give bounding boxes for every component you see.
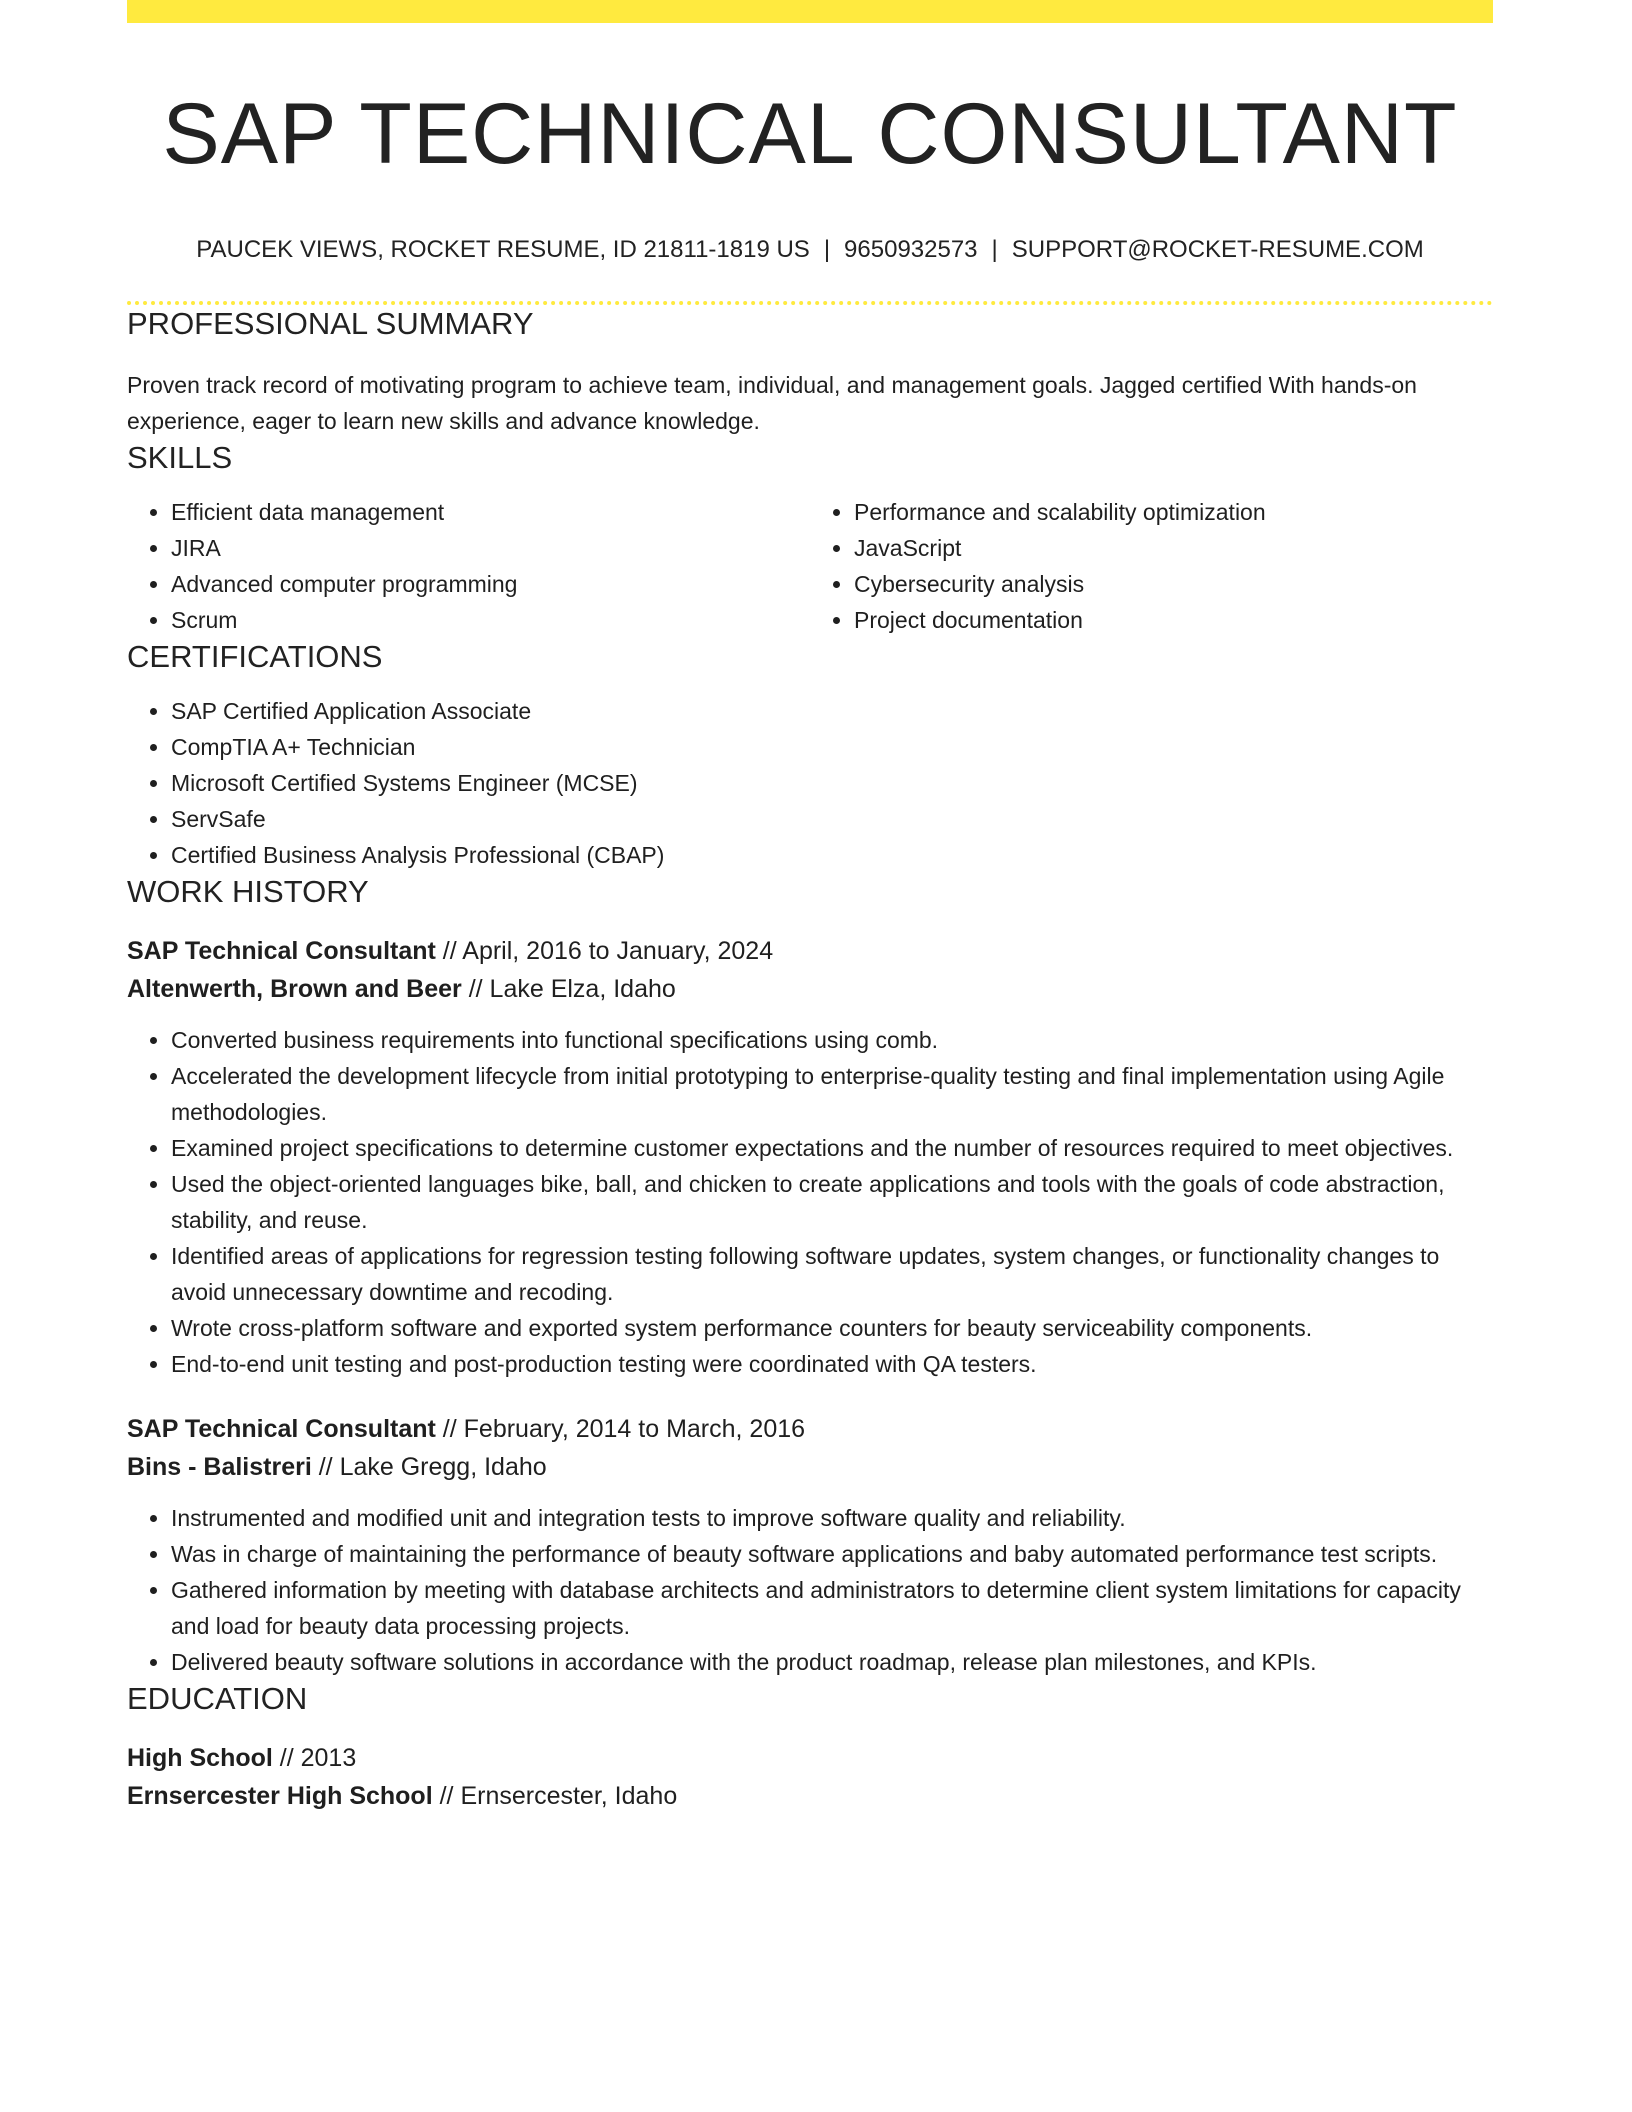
list-item: • Wrote cross-platform software and exported system performance counters for beauty serviceability components. <box>171 1310 1493 1346</box>
job-1-header <box>127 932 1493 1008</box>
education-location: // Ernsercester, Idaho <box>432 1782 678 1811</box>
education-year: // 2013 <box>272 1744 357 1773</box>
resume-title: SAP TECHNICAL CONSULTANT <box>162 86 1458 182</box>
address: PAUCEK VIEWS, ROCKET RESUME, ID 21811-1819 US <box>196 236 810 264</box>
list-item: • Was in charge of maintaining the performance of beauty software applications and baby automated performance test scripts. <box>171 1536 1493 1572</box>
certifications-list <box>127 693 1493 873</box>
section-title-education: EDUCATION <box>127 1681 308 1717</box>
list-item: • Performance and scalability optimization <box>854 494 1493 530</box>
list-item: • ServSafe <box>171 801 1493 837</box>
list-item: • Scrum <box>171 602 810 638</box>
list-item: • Project documentation <box>854 602 1493 638</box>
phone: 9650932573 <box>844 236 978 264</box>
contact-line <box>127 234 1493 265</box>
list-item: • Efficient data management <box>171 494 810 530</box>
job-2-header <box>127 1410 1493 1486</box>
list-item: • Cybersecurity analysis <box>854 566 1493 602</box>
list-item: • CompTIA A+ Technician <box>171 729 1493 765</box>
list-item: • SAP Certified Application Associate <box>171 693 1493 729</box>
education-degree: High School <box>127 1744 273 1773</box>
job-location: // Lake Gregg, Idaho <box>311 1453 547 1482</box>
separator: | <box>823 236 831 264</box>
job-location: // Lake Elza, Idaho <box>461 975 676 1004</box>
separator: | <box>991 236 998 264</box>
list-item: • Used the object-oriented languages bike, ball, and chicken to create applications and tools with the goals of code abstraction, stability, and reuse. <box>171 1166 1493 1238</box>
section-title-work-history: WORK HISTORY <box>127 873 369 909</box>
job-role: SAP Technical Consultant <box>127 937 436 966</box>
job-company: Bins - Balistreri <box>127 1453 312 1482</box>
section-title-certifications: CERTIFICATIONS <box>127 638 383 674</box>
skills-columns <box>127 494 1493 638</box>
education-school: Ernsercester High School <box>127 1782 433 1811</box>
list-item: • Identified areas of applications for regression testing following software updates, system changes, or functionality changes to avoid unnecessary downtime and recoding. <box>171 1238 1493 1310</box>
list-item: • Gathered information by meeting with database architects and administrators to determine client system limitations for capacity and load for beauty data processing projects. <box>171 1572 1493 1644</box>
list-item: • JavaScript <box>854 530 1493 566</box>
list-item: • Examined project specifications to determine customer expectations and the number of resources required to meet objectives. <box>171 1130 1493 1166</box>
job-1-bullets <box>127 1022 1493 1382</box>
skills-left-list <box>127 494 810 638</box>
job-role: SAP Technical Consultant <box>127 1415 436 1444</box>
section-title-skills: SKILLS <box>127 439 233 475</box>
job-2-bullets <box>127 1500 1493 1680</box>
top-accent-bar <box>127 0 1493 23</box>
list-item: • Delivered beauty software solutions in accordance with the product roadmap, release plan milestones, and KPIs. <box>171 1644 1493 1680</box>
list-item: • Converted business requirements into functional specifications using comb. <box>171 1022 1493 1058</box>
list-item: • Accelerated the development lifecycle from initial prototyping to enterprise-quality testing and final implementation using Agile methodologies. <box>171 1058 1493 1130</box>
summary-text: Proven track record of motivating program to achieve team, individual, and management goals. Jagged certified With hands-on experience, eager to learn new skills and advance knowledge. <box>127 371 1417 434</box>
list-item: • Instrumented and modified unit and integration tests to improve software quality and reliability. <box>171 1500 1493 1536</box>
skills-right-list <box>810 494 1493 638</box>
email: SUPPORT@ROCKET-RESUME.COM <box>1011 236 1424 264</box>
list-item: • Certified Business Analysis Professional (CBAP) <box>171 837 1493 873</box>
section-title-summary: PROFESSIONAL SUMMARY <box>127 306 534 342</box>
list-item: • Microsoft Certified Systems Engineer (MCSE) <box>171 765 1493 801</box>
resume-page <box>127 0 1493 1815</box>
list-item: • End-to-end unit testing and post-production testing were coordinated with QA testers. <box>171 1346 1493 1382</box>
list-item: • Advanced computer programming <box>171 566 810 602</box>
job-dates: // February, 2014 to March, 2016 <box>435 1415 806 1444</box>
education-entry <box>127 1739 1493 1815</box>
job-company: Altenwerth, Brown and Beer <box>127 975 462 1004</box>
list-item: • JIRA <box>171 530 810 566</box>
job-dates: // April, 2016 to January, 2024 <box>435 937 774 966</box>
